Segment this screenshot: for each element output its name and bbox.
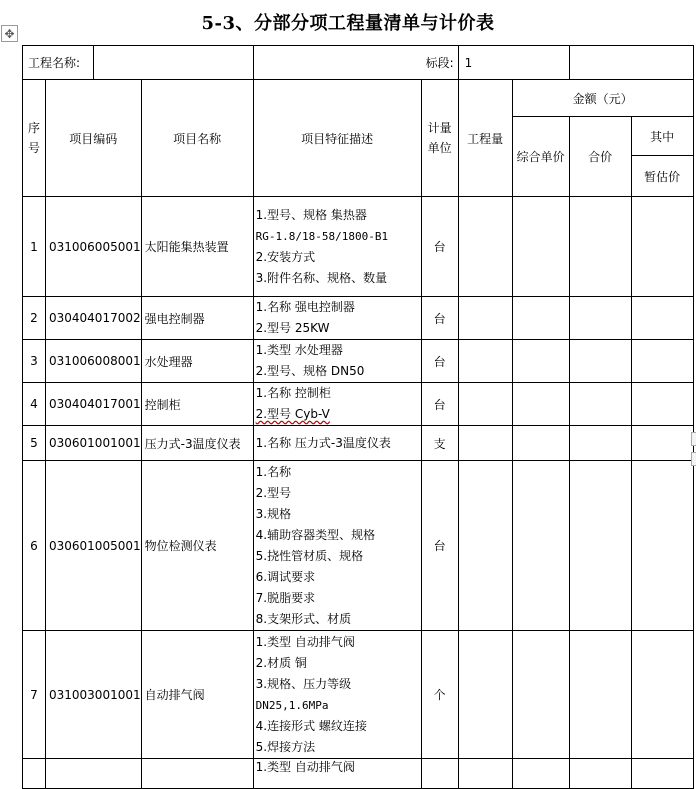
table-move-handle-icon[interactable]: ✥ — [1, 25, 18, 42]
info-blank-cell — [569, 46, 693, 80]
row-total[interactable] — [569, 631, 631, 759]
section-value[interactable]: 1 — [458, 46, 569, 80]
page-title: 5-3、分部分项工程量清单与计价表 — [201, 13, 495, 34]
row-unit-price[interactable] — [512, 383, 569, 426]
table-row — [23, 340, 694, 383]
header-amount: 金额（元） — [512, 80, 693, 117]
ruler-marker-icon[interactable] — [691, 452, 696, 466]
header-provisional: 暂估价 — [631, 156, 693, 197]
row-provisional[interactable] — [631, 340, 693, 383]
row-desc: 1.类型 水处理器 2.型号、规格 DN50 — [253, 340, 421, 383]
row-unit: 台 — [421, 461, 458, 631]
row-total[interactable] — [569, 297, 631, 340]
row-name: 强电控制器 — [141, 297, 253, 340]
row-code: 031003001001 — [46, 631, 142, 759]
row-no: 5 — [23, 426, 46, 461]
row-qty[interactable] — [458, 340, 512, 383]
row-total[interactable] — [569, 461, 631, 631]
row-code: 031006008001 — [46, 340, 142, 383]
row-qty[interactable] — [458, 197, 512, 297]
row-code: 030601001001 — [46, 426, 142, 461]
header-of-which: 其中 — [631, 117, 693, 156]
row-desc: 1.名称 2.型号 3.规格 4.辅助容器类型、规格 5.挠性管材质、规格 6.调试要求 7.脱脂要求 8.支架形式、材质 — [253, 461, 421, 631]
row-no: 4 — [23, 383, 46, 426]
header-unit: 计量单位 — [421, 80, 458, 197]
table-row — [23, 383, 694, 426]
project-name-divider — [93, 46, 94, 79]
row-provisional[interactable] — [631, 297, 693, 340]
row-code: 030601005001 — [46, 461, 142, 631]
row-desc: 1.类型 自动排气阀 2.材质 铜 3.规格、压力等级 DN25,1.6MPa 4.连接形式 螺纹连接 5.焊接方法 — [253, 631, 421, 759]
row-qty[interactable] — [458, 631, 512, 759]
row-unit: 台 — [421, 340, 458, 383]
row-code: 031006005001 — [46, 197, 142, 297]
project-name-cell — [23, 46, 254, 80]
table-row — [23, 297, 694, 340]
row-no: 6 — [23, 461, 46, 631]
row-code: 030404017002 — [46, 297, 142, 340]
row-provisional[interactable] — [631, 631, 693, 759]
row-name: 物位检测仪表 — [141, 461, 253, 631]
row-provisional[interactable] — [631, 197, 693, 297]
header-desc: 项目特征描述 — [253, 80, 421, 197]
table-row — [23, 461, 694, 631]
header-row-1 — [23, 80, 694, 117]
row-unit-price[interactable] — [512, 426, 569, 461]
row-no: 7 — [23, 631, 46, 759]
row-code: 030404017001 — [46, 383, 142, 426]
row-unit-price[interactable] — [512, 340, 569, 383]
row-name: 控制柜 — [141, 383, 253, 426]
row-qty[interactable] — [458, 297, 512, 340]
row-unit-price[interactable] — [512, 461, 569, 631]
table-row — [23, 197, 694, 297]
row-name: 太阳能集热装置 — [141, 197, 253, 297]
bill-of-quantities-table — [22, 45, 694, 789]
row-provisional[interactable] — [631, 461, 693, 631]
row-desc: 1.类型 自动排气阀 — [253, 759, 421, 789]
row-desc: 1.名称 强电控制器 2.型号 25KW — [253, 297, 421, 340]
row-unit-price[interactable] — [512, 197, 569, 297]
row-provisional[interactable] — [631, 383, 693, 426]
row-total[interactable] — [569, 383, 631, 426]
table-row-partial — [23, 759, 694, 789]
row-desc: 1.名称 压力式-3温度仪表 — [253, 426, 421, 461]
header-code: 项目编码 — [46, 80, 142, 197]
row-name: 自动排气阀 — [141, 631, 253, 759]
header-total: 合价 — [569, 117, 631, 197]
row-unit-price[interactable] — [512, 297, 569, 340]
row-total[interactable] — [569, 426, 631, 461]
row-qty[interactable] — [458, 461, 512, 631]
table-row — [23, 426, 694, 461]
row-no: 1 — [23, 197, 46, 297]
table-row — [23, 631, 694, 759]
row-name: 水处理器 — [141, 340, 253, 383]
row-no: 3 — [23, 340, 46, 383]
row-unit: 台 — [421, 383, 458, 426]
row-unit-price[interactable] — [512, 631, 569, 759]
row-total[interactable] — [569, 197, 631, 297]
row-unit: 台 — [421, 197, 458, 297]
row-unit: 个 — [421, 631, 458, 759]
info-row — [23, 46, 694, 80]
row-desc: 1.型号、规格 集热器 RG-1.8/18-58/1800-B1 2.安装方式 3.附件名称、规格、数量 — [253, 197, 421, 297]
row-unit: 支 — [421, 426, 458, 461]
row-qty[interactable] — [458, 426, 512, 461]
ruler-marker-icon[interactable] — [691, 432, 696, 446]
row-total[interactable] — [569, 340, 631, 383]
header-name: 项目名称 — [141, 80, 253, 197]
row-name: 压力式-3温度仪表 — [141, 426, 253, 461]
row-qty[interactable] — [458, 383, 512, 426]
row-no: 2 — [23, 297, 46, 340]
header-seq: 序号 — [23, 80, 46, 197]
row-unit: 台 — [421, 297, 458, 340]
header-qty: 工程量 — [458, 80, 512, 197]
row-desc: 1.名称 控制柜 2.型号 Cyb-V — [253, 383, 421, 426]
row-provisional[interactable] — [631, 426, 693, 461]
project-name-label: 工程名称: — [28, 56, 81, 70]
header-unit-price: 综合单价 — [512, 117, 569, 197]
spellcheck-flagged-text: 2.型号 Cyb-V — [255, 407, 330, 421]
section-label: 标段: — [253, 46, 458, 80]
